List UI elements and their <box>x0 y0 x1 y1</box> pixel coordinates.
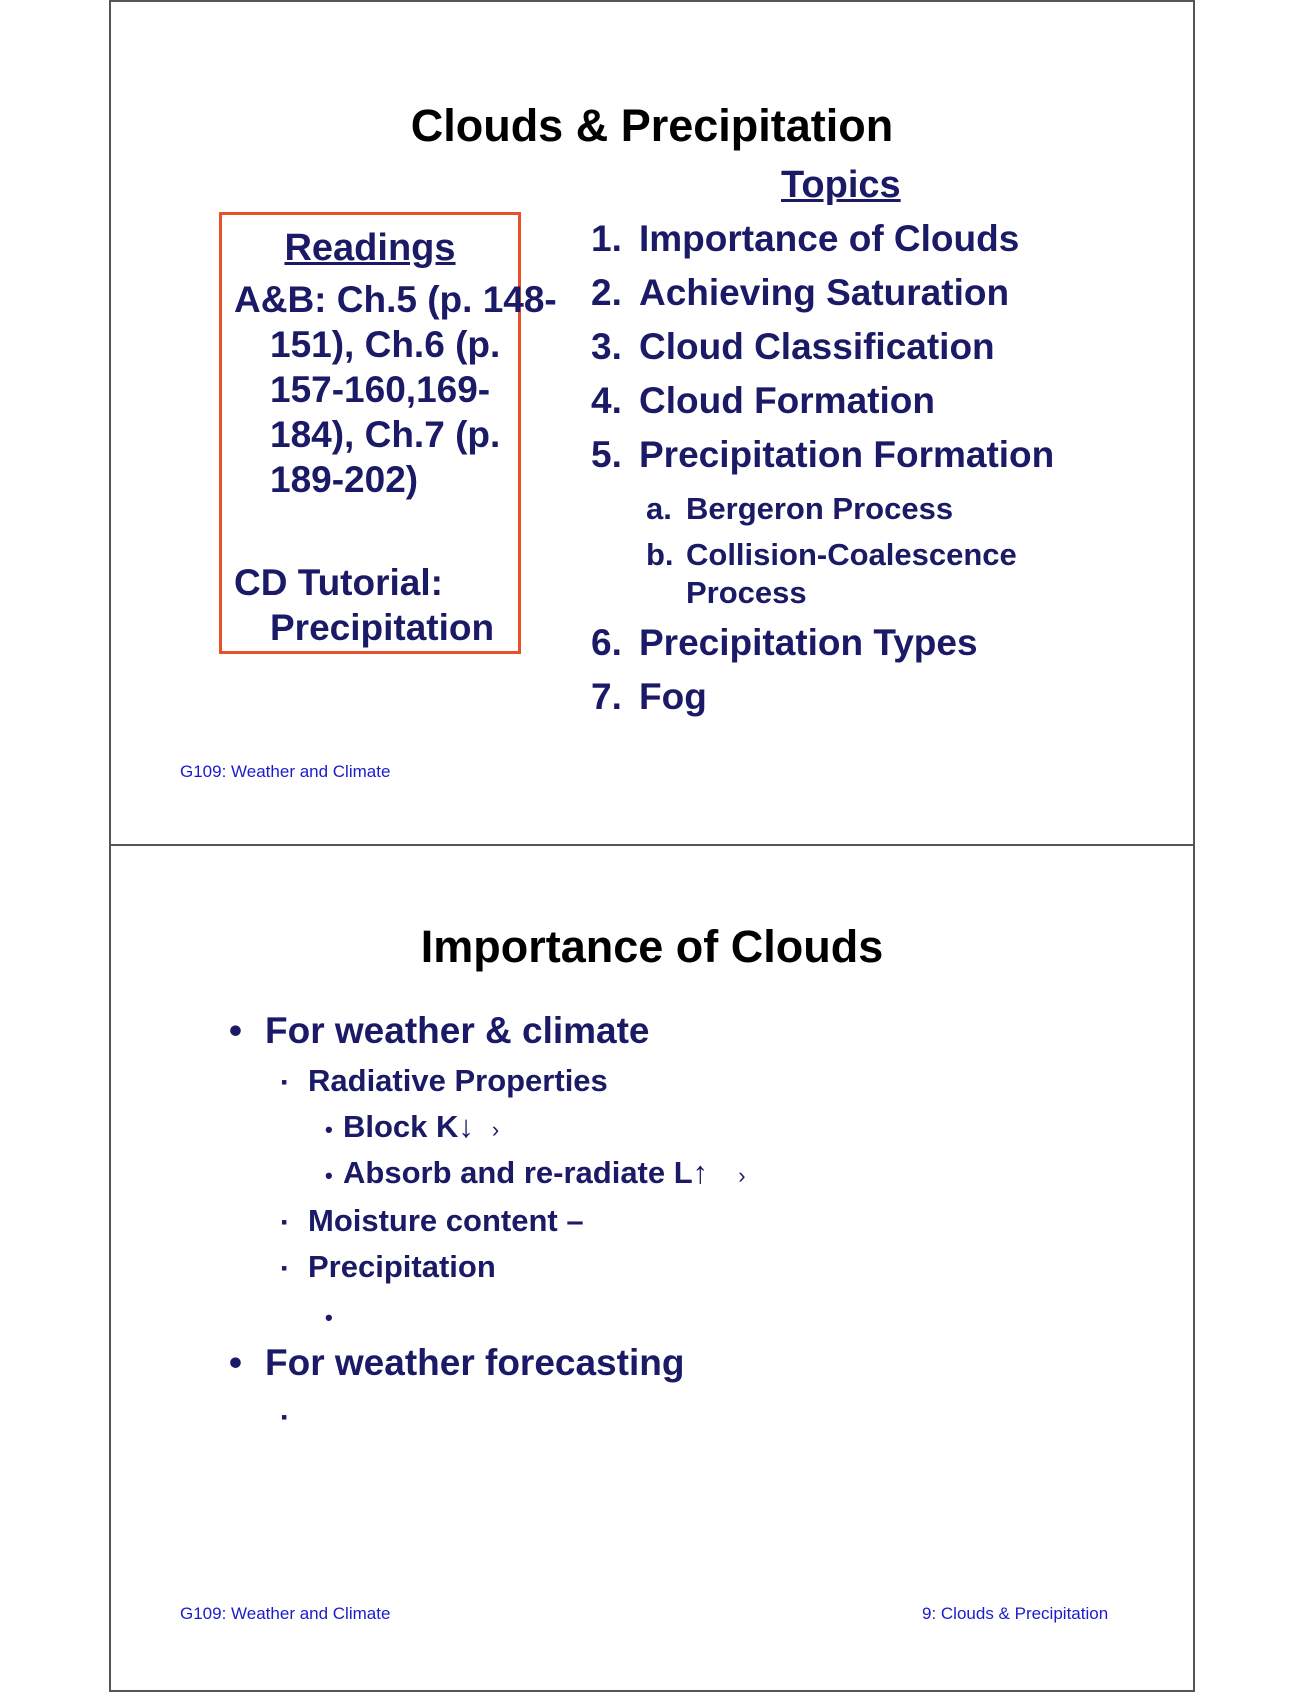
topic-number: 1. <box>591 218 622 259</box>
topic-number: 6. <box>591 622 622 663</box>
topic-number: 5. <box>591 434 622 475</box>
footer-course: G109: Weather and Climate <box>180 1604 391 1623</box>
readings-entry-tutorial: CD Tutorial: Precipitation <box>234 562 495 648</box>
subtopic-item <box>646 490 953 528</box>
bullet-block <box>325 1109 499 1145</box>
bullet-icon: • <box>229 1342 242 1383</box>
topic-item <box>591 218 1019 260</box>
topic-text: Fog <box>639 676 707 717</box>
topic-text: Achieving Saturation <box>639 272 1010 313</box>
slide-2 <box>109 846 1195 1692</box>
subtopic-item <box>646 536 1046 612</box>
topic-item <box>591 676 707 718</box>
bullet-forecasting <box>229 1342 684 1384</box>
bullet-text: Absorb and re-radiate L↑ <box>343 1155 709 1190</box>
topic-number: 4. <box>591 380 622 421</box>
chevron-right-icon: › <box>491 1117 500 1142</box>
topic-item <box>591 380 935 422</box>
slide-title: Clouds & Precipitation <box>410 100 894 151</box>
topic-number: 7. <box>591 676 622 717</box>
readings-box <box>219 212 557 654</box>
slide-1 <box>109 0 1195 846</box>
readings-heading: Readings <box>284 227 456 269</box>
chevron-right-icon: › <box>738 1163 746 1188</box>
square-bullet-icon: ▪ <box>281 1072 288 1093</box>
topic-number: 3. <box>591 326 622 367</box>
bullet-empty-square <box>281 1398 308 1434</box>
topic-text: Importance of Clouds <box>639 218 1020 259</box>
topic-text: Precipitation Formation <box>639 434 1055 475</box>
bullet-text: Moisture content – <box>308 1203 584 1238</box>
square-bullet-icon: ▪ <box>281 1212 288 1233</box>
subtopic-letter: b. <box>646 537 674 572</box>
bullet-absorb <box>325 1155 746 1191</box>
bullet-moisture <box>281 1203 584 1239</box>
readings-entry-textbook: A&B: Ch.5 (p. 148-151), Ch.6 (p. 157-160,169-184), Ch.7 (p. 189-202) <box>234 279 557 500</box>
square-bullet-icon: ▪ <box>281 1258 288 1279</box>
square-bullet-icon: ▪ <box>281 1407 288 1428</box>
topics-heading: Topics <box>781 164 901 206</box>
bullet-text: Block K↓ <box>343 1109 474 1144</box>
topic-text: Precipitation Types <box>639 622 978 663</box>
bullet-text: For weather forecasting <box>265 1342 685 1383</box>
bullet-icon: • <box>229 1010 242 1051</box>
topic-item <box>591 622 978 664</box>
subtopic-text: Bergeron Process <box>686 491 954 526</box>
topic-item <box>591 272 1009 314</box>
bullet-text: For weather & climate <box>265 1010 650 1051</box>
bullet-icon: • <box>325 1305 333 1330</box>
bullet-weather-climate <box>229 1010 650 1052</box>
topic-text: Cloud Classification <box>639 326 995 367</box>
topic-item <box>591 326 995 368</box>
bullet-icon: • <box>325 1117 333 1142</box>
subtopic-letter: a. <box>646 491 672 526</box>
topic-number: 2. <box>591 272 622 313</box>
bullet-text: Radiative Properties <box>308 1063 608 1098</box>
topic-item <box>591 434 1054 476</box>
footer-lecture: 9: Clouds & Precipitation <box>922 1604 1109 1623</box>
bullet-icon: • <box>325 1163 333 1188</box>
bullet-precipitation <box>281 1249 496 1285</box>
subtopic-text: Collision-Coalescence Process <box>686 537 1017 610</box>
slide-title: Importance of Clouds <box>420 921 884 972</box>
bullet-text: Precipitation <box>308 1249 496 1284</box>
bullet-radiative <box>281 1063 608 1099</box>
topic-text: Cloud Formation <box>639 380 935 421</box>
bullet-empty <box>325 1297 343 1333</box>
footer-course: G109: Weather and Climate <box>180 762 391 781</box>
